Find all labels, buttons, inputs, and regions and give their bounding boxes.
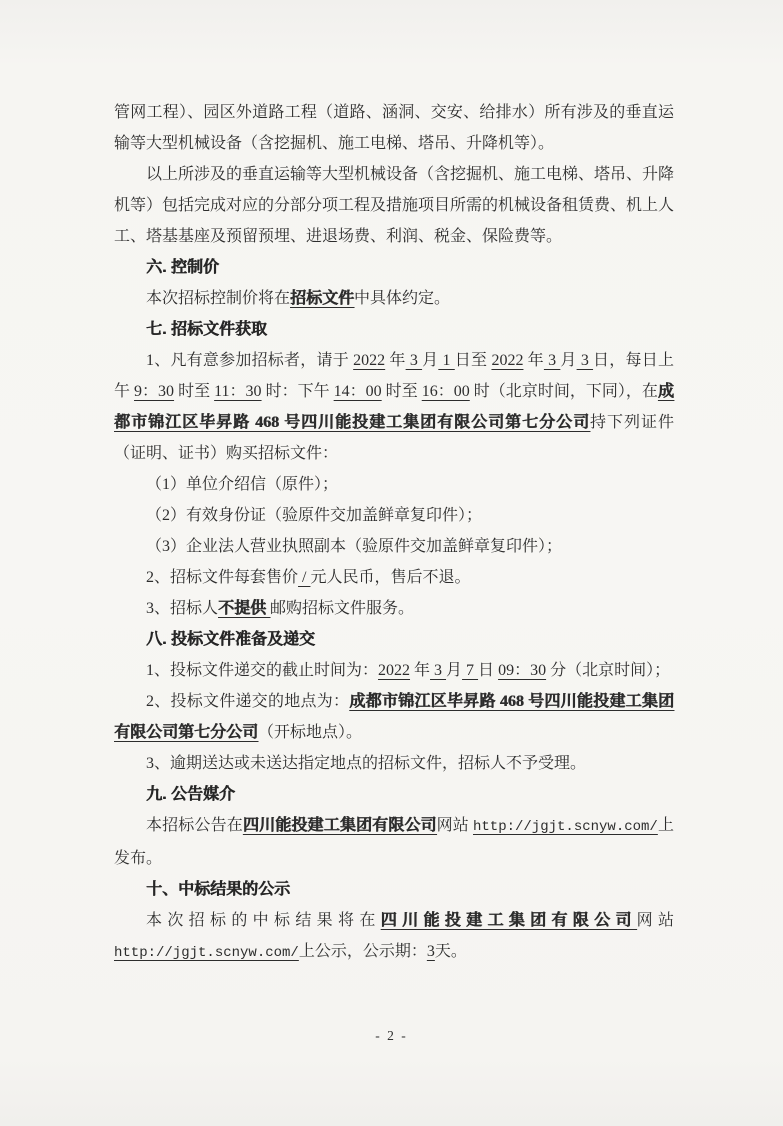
paragraph bbox=[114, 810, 674, 874]
underlined-text: 2022 bbox=[491, 352, 524, 369]
text-run: 年 bbox=[385, 352, 406, 369]
underlined-text: 3 bbox=[543, 352, 561, 369]
text-run: 1、投标文件递交的截止时间为： bbox=[146, 662, 379, 679]
text-run: 3、逾期送达或未送达指定地点的招标文件，招标人不予受理。 bbox=[146, 755, 587, 772]
underlined-text: 2022 bbox=[353, 352, 386, 369]
text-run: 中具体约定。 bbox=[354, 290, 451, 307]
text-run: 日 bbox=[478, 662, 499, 679]
text-run: 时：下午 bbox=[261, 383, 334, 400]
underlined-text: 3 bbox=[430, 662, 447, 679]
paragraph bbox=[114, 686, 674, 748]
text-run: 时至 bbox=[381, 383, 422, 400]
text-run: 1、凡有意参加招标者，请于 bbox=[146, 352, 354, 369]
section-heading bbox=[114, 314, 674, 345]
underlined-text: 不提供 bbox=[218, 600, 271, 617]
document-body bbox=[114, 97, 674, 969]
text-run: 分（北京时间）； bbox=[546, 662, 671, 679]
text-run: 本招标公告在 bbox=[146, 817, 243, 834]
result-url: http://jgjt.scnyw.com/ bbox=[114, 945, 299, 961]
text-run: （开标地点）。 bbox=[258, 724, 363, 741]
text-run: 时至 bbox=[174, 383, 215, 400]
text-run: 九. 公告媒介 bbox=[146, 786, 235, 803]
text-run: 月 bbox=[422, 352, 439, 369]
section-heading bbox=[114, 779, 674, 810]
text-run: 2、投标文件递交的地点为： bbox=[146, 693, 350, 710]
paragraph bbox=[114, 905, 674, 969]
underlined-text: 成都市锦江区毕昇路 468 号四川能投建工集团有限公司第七分公司 bbox=[114, 383, 674, 431]
underlined-text: 招标文件 bbox=[290, 290, 355, 307]
underlined-text: 四川能投建工集团有限公司 bbox=[380, 912, 637, 929]
underlined-text: 16：00 bbox=[421, 383, 470, 400]
text-run: 3、招标人 bbox=[146, 600, 219, 617]
text-run: （3）企业法人营业执照副本（验原件交加盖鲜章复印件）； bbox=[146, 538, 563, 555]
text-run: 持下列证件（证明、证书）购买招标文件： bbox=[114, 414, 674, 462]
underlined-text: 3 bbox=[405, 352, 423, 369]
underlined-text: 11：30 bbox=[214, 383, 262, 400]
text-run: 时（北京时间，下同），在 bbox=[469, 383, 658, 400]
text-run: 天。 bbox=[434, 943, 467, 960]
paragraph bbox=[114, 345, 674, 469]
text-run: 管网工程）、园区外道路工程（道路、涵洞、交安、给排水）所有涉及的垂直运输等大型机械设备（含挖掘机、施工电梯、塔吊、升降机等）。 bbox=[114, 104, 674, 152]
text-run: 以上所涉及的垂直运输等大型机械设备（含挖掘机、施工电梯、塔吊、升降机等）包括完成对应的分部分项工程及措施项目所需的机械设备租赁费、机上人工、塔基基座及预留预埋、进退场费、利润、税金、保险费等。 bbox=[114, 166, 675, 245]
paragraph bbox=[114, 469, 674, 500]
text-run: 年 bbox=[523, 352, 544, 369]
paragraph bbox=[114, 97, 674, 159]
section-heading bbox=[114, 252, 674, 283]
text-run: 月 bbox=[560, 352, 577, 369]
underlined-text: 3 bbox=[426, 943, 435, 960]
underlined-text: 1 bbox=[438, 352, 455, 369]
text-run: 六. 控制价 bbox=[146, 259, 219, 276]
underlined-text: 2022 bbox=[378, 662, 411, 679]
paragraph bbox=[114, 159, 674, 252]
text-run: 年 bbox=[410, 662, 431, 679]
text-run: 七. 招标文件获取 bbox=[146, 321, 267, 338]
paragraph bbox=[114, 500, 674, 531]
page-number: - 2 - bbox=[375, 1028, 408, 1043]
text-run: 八. 投标文件准备及递交 bbox=[146, 631, 315, 648]
text-run: 本次招标的中标结果将在 bbox=[146, 912, 381, 929]
underlined-text: 成都市锦江区毕昇路 468 号四川能投建工集团有限公司第七分公司 bbox=[114, 693, 674, 741]
underlined-text: 7 bbox=[462, 662, 479, 679]
paragraph bbox=[114, 283, 674, 314]
paragraph bbox=[114, 655, 674, 686]
underlined-text: 四川能投建工集团有限公司 bbox=[242, 817, 437, 834]
section-heading bbox=[114, 624, 674, 655]
text-run: 网站 bbox=[636, 912, 674, 929]
text-run: 2、招标文件每套售价 bbox=[146, 569, 299, 586]
underlined-text: 14：00 bbox=[333, 383, 382, 400]
section-heading bbox=[114, 874, 674, 905]
text-run: 元人民币，售后不退。 bbox=[310, 569, 471, 586]
text-run: 月 bbox=[446, 662, 463, 679]
text-run: 网站 bbox=[436, 817, 473, 834]
underlined-text: 9：30 bbox=[134, 383, 175, 400]
text-run: 十、中标结果的公示 bbox=[146, 881, 291, 898]
paragraph bbox=[114, 531, 674, 562]
text-run: （1）单位介绍信（原件）； bbox=[146, 476, 339, 493]
paragraph bbox=[114, 593, 674, 624]
text-run: 邮购招标文件服务。 bbox=[270, 600, 415, 617]
text-run: 日至 bbox=[454, 352, 492, 369]
underlined-text: 3 bbox=[576, 352, 594, 369]
paragraph bbox=[114, 748, 674, 779]
text-run: 上公示，公示期： bbox=[298, 943, 427, 960]
underlined-text: / bbox=[298, 569, 311, 586]
text-run: 日，每日上午 bbox=[114, 352, 674, 400]
text-run: （2）有效身份证（验原件交加盖鲜章复印件）； bbox=[146, 507, 483, 524]
announcement-url: http://jgjt.scnyw.com/ bbox=[473, 819, 658, 835]
text-run: 上发布。 bbox=[114, 817, 674, 867]
underlined-text: 09：30 bbox=[498, 662, 547, 679]
paragraph bbox=[114, 562, 674, 593]
text-run: 本次招标控制价将在 bbox=[146, 290, 291, 307]
